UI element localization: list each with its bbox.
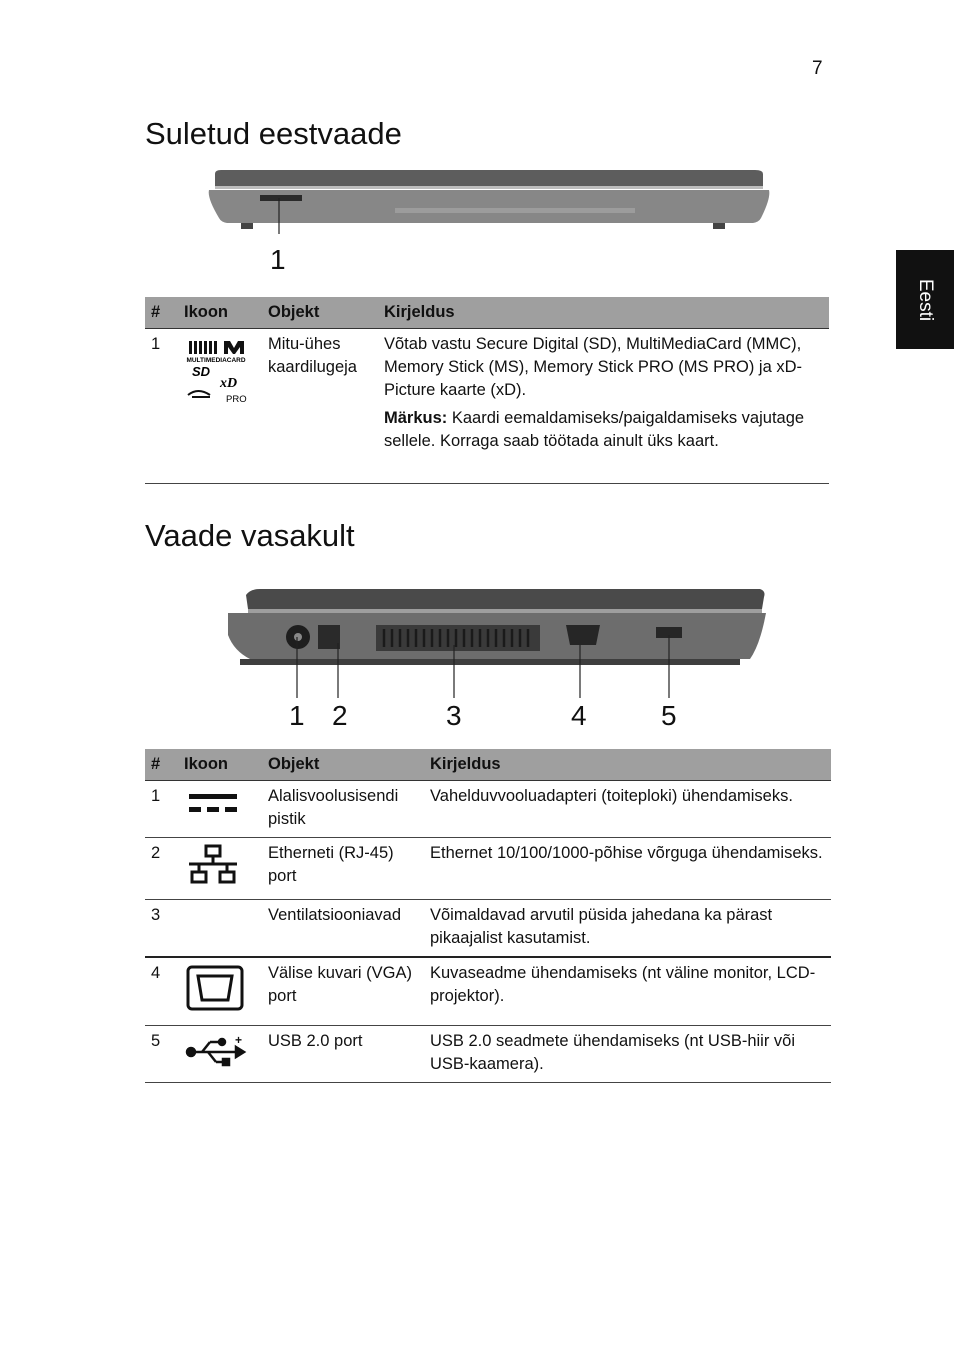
section-title-left-view: Vaade vasakult xyxy=(145,518,355,553)
header-icon: Ikoon xyxy=(178,297,262,329)
ethernet-icon xyxy=(178,838,262,900)
usb-icon xyxy=(178,1026,262,1083)
row-icon-empty xyxy=(178,900,262,958)
row-description: Võimaldavad arvutil püsida jahedana ka pärast pikaajalist kasutamist. xyxy=(424,900,831,958)
page-number: 7 xyxy=(812,58,823,79)
header-num: # xyxy=(145,297,178,329)
language-tab-label: Eesti xyxy=(915,278,936,321)
table-row xyxy=(145,1026,831,1083)
left-view-table xyxy=(145,749,831,1083)
row-description: USB 2.0 seadmete ühendamiseks (nt USB-hiir või USB-kaamera). xyxy=(424,1026,831,1083)
vga-icon xyxy=(178,957,262,1026)
laptop-left-view-illustration xyxy=(220,585,770,700)
row-object: Välise kuvari (VGA) port xyxy=(262,957,424,1026)
svg-text:MULTIMEDIACARD: MULTIMEDIACARD xyxy=(186,357,246,364)
card-reader-icon xyxy=(178,329,262,484)
note-text: Kaardi eemaldamiseks/paigaldamiseks vajutage sellele. Korraga saab töötada ainult üks kaart. xyxy=(384,409,805,450)
svg-text:xD: xD xyxy=(220,376,238,391)
callout-ventilation: 3 xyxy=(446,700,462,731)
header-description: Kirjeldus xyxy=(378,297,829,329)
row-description: Ethernet 10/100/1000-põhise võrguga ühendamiseks. xyxy=(424,838,831,900)
row-object: Ventilatsiooniavad xyxy=(262,900,424,958)
row-description: Kuvaseadme ühendamiseks (nt väline monitor, LCD-projektor). xyxy=(424,957,831,1026)
row-num: 4 xyxy=(145,957,178,1026)
table-row xyxy=(145,900,831,958)
front-view-table xyxy=(145,297,829,484)
row-num: 1 xyxy=(145,329,178,484)
row-object: USB 2.0 port xyxy=(262,1026,424,1083)
callout-ethernet: 2 xyxy=(332,700,348,731)
svg-text:SD: SD xyxy=(192,364,211,379)
table-row xyxy=(145,838,831,900)
row-description: Vahelduvvooluadapteri (toiteploki) ühendamiseks. xyxy=(424,781,831,838)
header-icon: Ikoon xyxy=(178,749,262,781)
callout-card-reader: 1 xyxy=(270,244,286,275)
svg-text:PRO: PRO xyxy=(226,394,247,405)
row-num: 2 xyxy=(145,838,178,900)
note xyxy=(384,407,825,453)
row-num: 1 xyxy=(145,781,178,838)
row-object: Etherneti (RJ-45) port xyxy=(262,838,424,900)
table-row xyxy=(145,329,829,484)
row-num: 5 xyxy=(145,1026,178,1083)
callout-vga: 4 xyxy=(571,700,587,731)
note-label: Märkus: xyxy=(384,409,448,427)
row-num: 3 xyxy=(145,900,178,958)
laptop-front-view-illustration xyxy=(205,168,775,234)
description-text: Võtab vastu Secure Digital (SD), MultiMediaCard (MMC), Memory Stick (MS), Memory Stick PRO (MS PRO) ja xD-Picture kaarte (xD). xyxy=(384,335,803,399)
header-description: Kirjeldus xyxy=(424,749,831,781)
callout-usb: 5 xyxy=(661,700,677,731)
language-tab xyxy=(896,250,954,349)
table-row xyxy=(145,957,831,1026)
section-title-front-view: Suletud eestvaade xyxy=(145,116,402,151)
row-object: Alalisvoolusisendi pistik xyxy=(262,781,424,838)
table-row xyxy=(145,781,831,838)
header-num: # xyxy=(145,749,178,781)
svg-text:+: + xyxy=(235,1033,243,1047)
dc-power-icon xyxy=(178,781,262,838)
header-object: Objekt xyxy=(262,297,378,329)
callout-dc-in: 1 xyxy=(289,700,305,731)
row-description xyxy=(378,329,829,484)
header-object: Objekt xyxy=(262,749,424,781)
row-object: Mitu-ühes kaardilugeja xyxy=(262,329,378,484)
